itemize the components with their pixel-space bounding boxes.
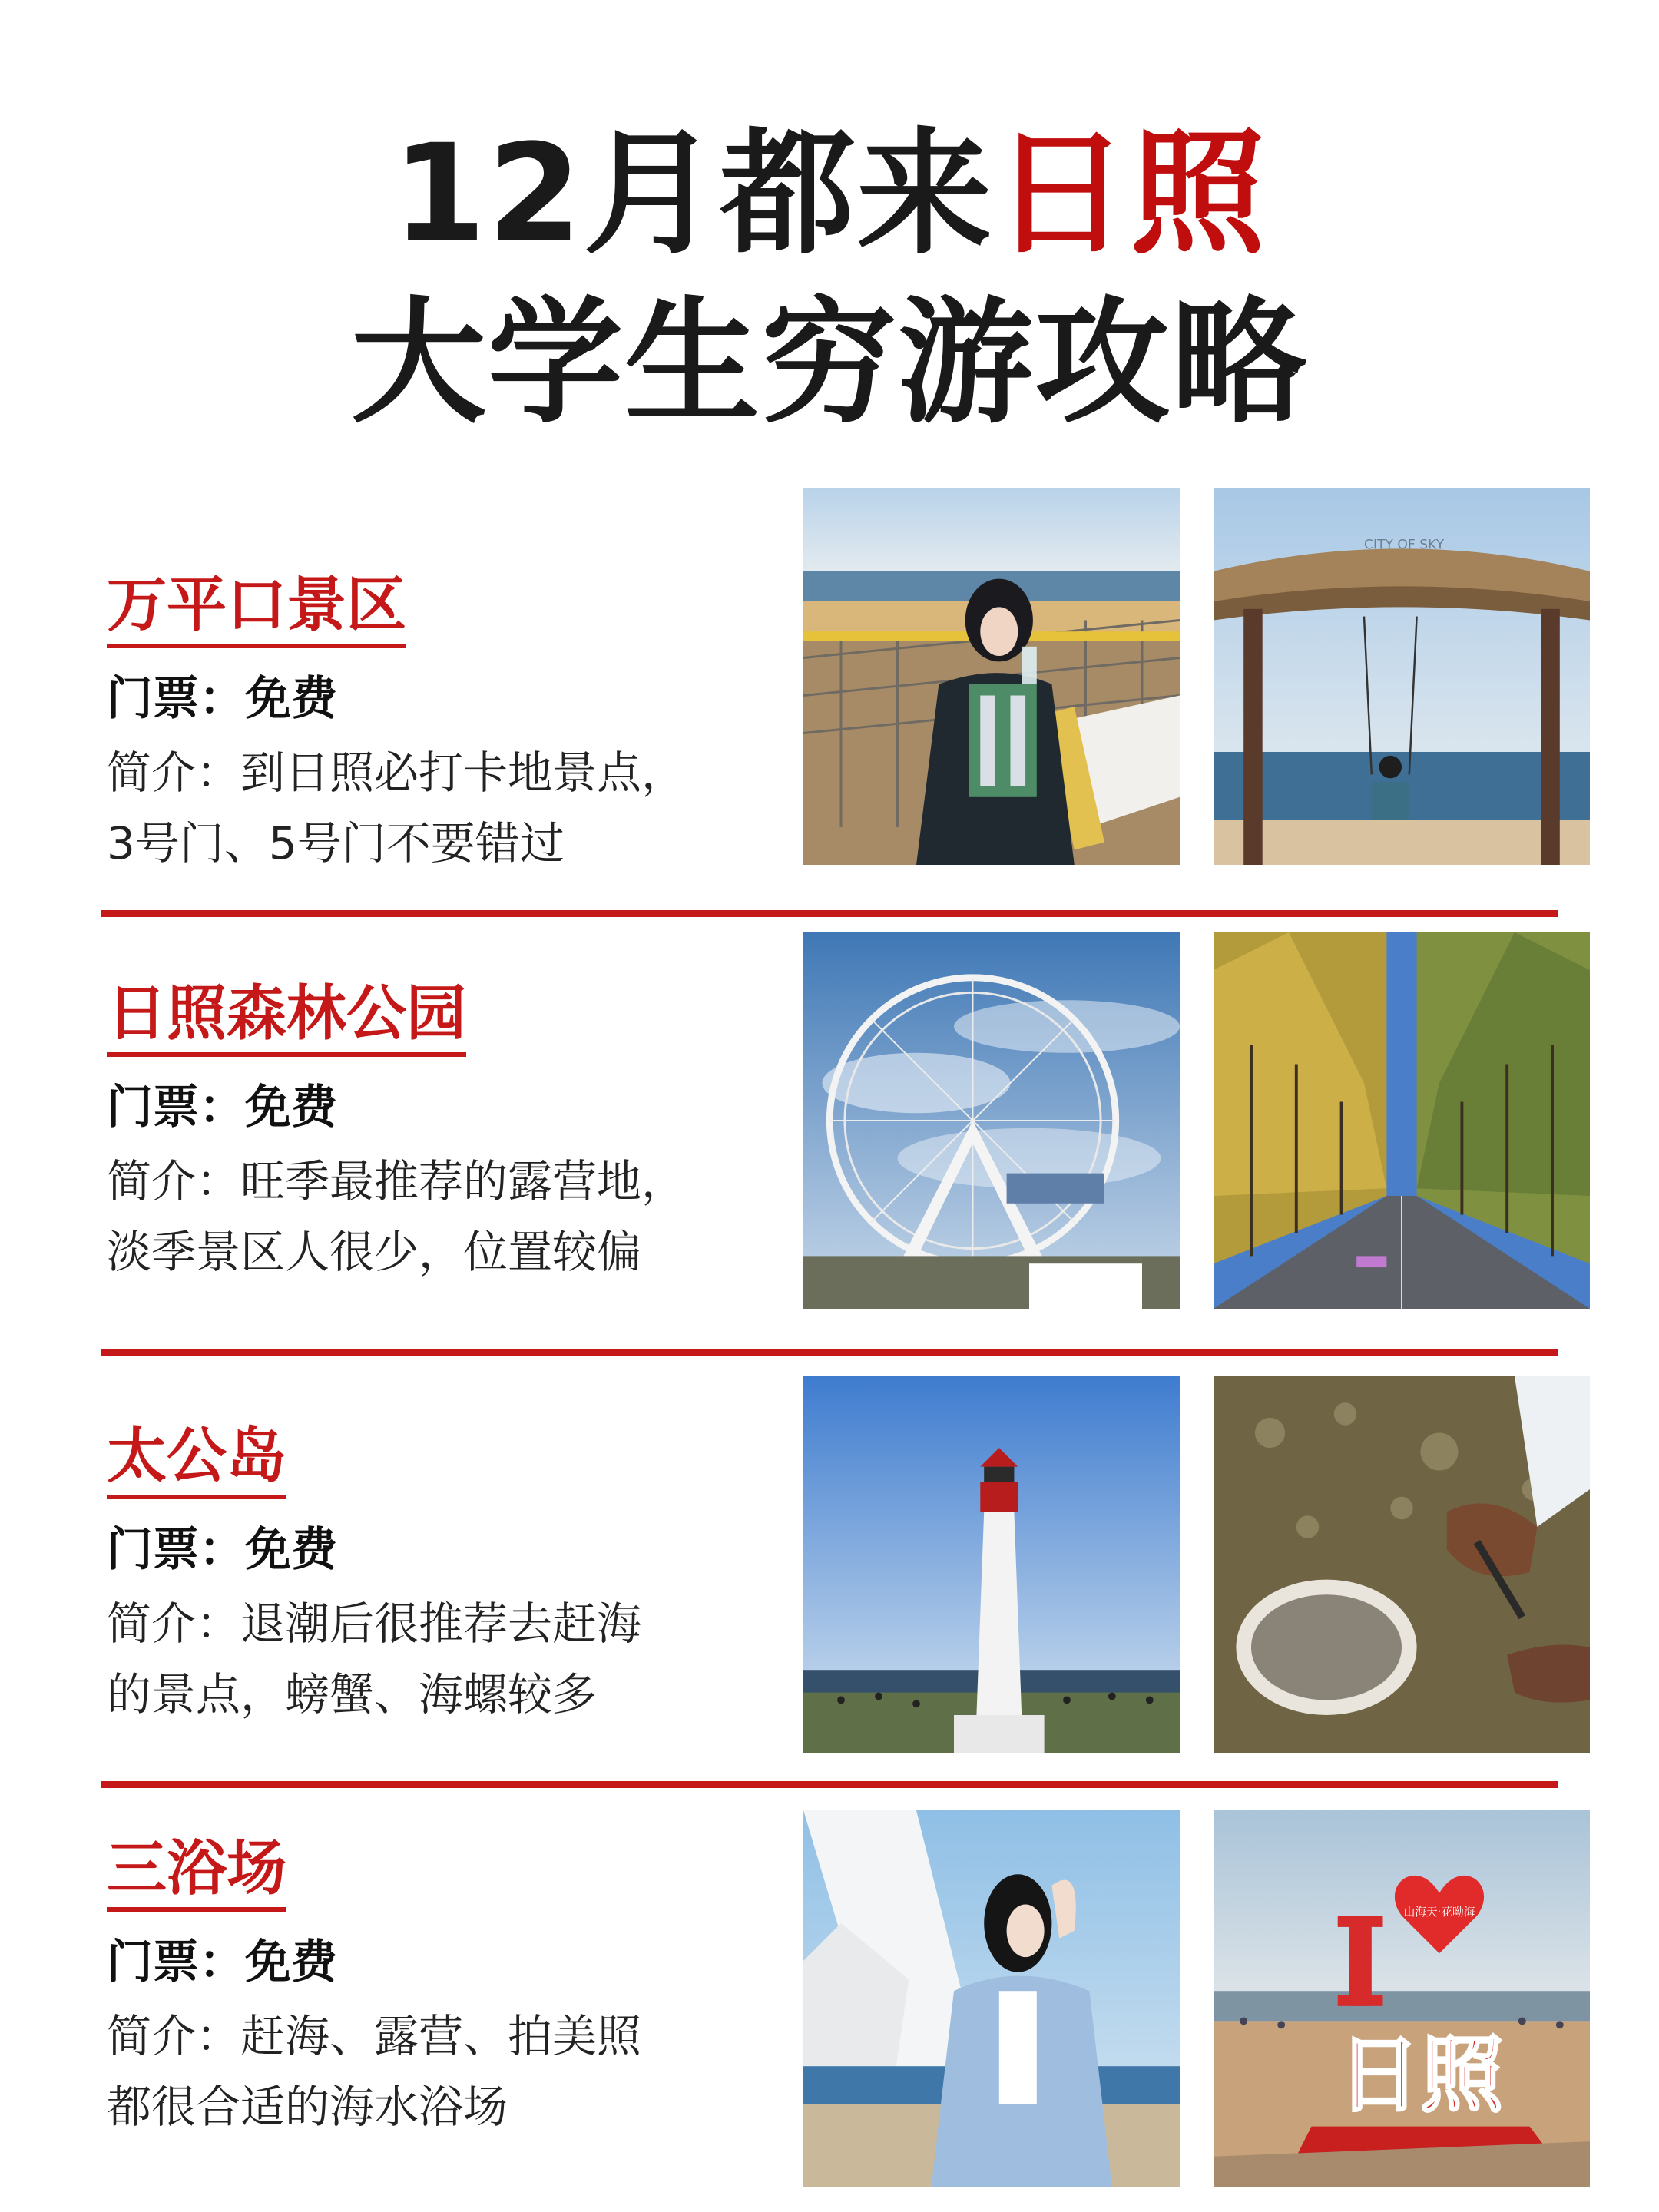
intro-text (107, 1588, 767, 1730)
intro-line: 淡季景区人很少，位置较偏 (107, 1226, 642, 1278)
intro-line: 简介：到日照必打卡地景点， (107, 747, 687, 799)
photo-sign-text: CITY OF SKY (1364, 537, 1445, 553)
photo-sign-text: 日照 (1337, 2028, 1504, 2124)
lighthouse-photo (803, 1376, 1180, 1753)
intro-line: 都很合适的海水浴场 (107, 2081, 508, 2133)
section-title: 万平口景区 (107, 568, 406, 648)
ticket-info: 门票：免费 (107, 1523, 337, 1577)
intro-line: 的景点，螃蟹、海螺较多 (107, 1668, 598, 1720)
section-text (107, 1832, 767, 2142)
ticket-info: 门票：免费 (107, 672, 337, 726)
photo-sign-small-text: 山海天·花呦海 (1403, 1906, 1475, 1919)
section-title: 三浴场 (107, 1832, 286, 1912)
title-highlight: 日照 (993, 115, 1267, 273)
page-title-line1 (0, 115, 1659, 273)
title-prefix: 12月都来 (392, 115, 994, 273)
section-divider (101, 1781, 1558, 1788)
i-love-rizhao-sign-photo (1214, 1810, 1590, 2187)
section-text (107, 568, 767, 879)
intro-line: 简介：赶海、露营、拍美照 (107, 2010, 642, 2062)
section-title: 太公岛 (107, 1419, 286, 1499)
woman-sitting-by-beach-photo (803, 488, 1180, 865)
digging-shells-photo (1214, 1376, 1590, 1753)
ticket-info: 门票：免费 (107, 1936, 337, 1989)
ticket-info: 门票：免费 (107, 1081, 337, 1134)
intro-line: 简介：退潮后很推荐去赶海 (107, 1598, 642, 1650)
intro-line: 3号门、5号门不要错过 (107, 817, 565, 869)
intro-text (107, 737, 767, 879)
intro-text (107, 2001, 767, 2142)
section-text (107, 1419, 767, 1730)
section-title: 日照森林公园 (107, 977, 466, 1057)
section-divider (101, 1349, 1558, 1356)
intro-line: 简介：旺季最推荐的露营地， (107, 1155, 687, 1207)
section-text (107, 977, 767, 1287)
woman-by-sea-photo (803, 1810, 1180, 2187)
beach-swing-photo (1214, 488, 1590, 865)
intro-text (107, 1146, 767, 1287)
page-title-line2: 大学生穷游攻略 (350, 284, 1308, 442)
ferris-wheel-photo (803, 932, 1180, 1309)
tree-lined-road-photo (1214, 932, 1590, 1309)
section-divider (101, 910, 1558, 917)
